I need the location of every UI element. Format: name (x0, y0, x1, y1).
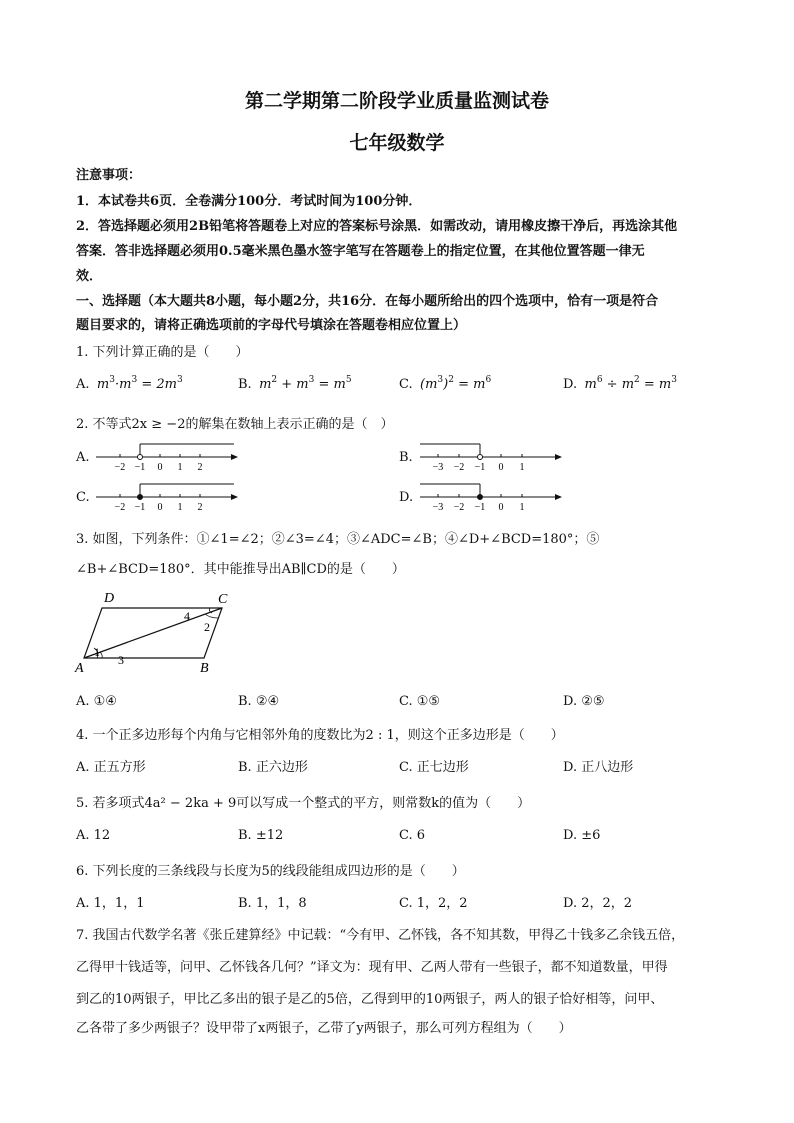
tick-label: −2 (453, 502, 465, 512)
vertex-b-label: B (200, 661, 209, 676)
q4-option-b: B. 正六边形 (238, 760, 308, 775)
q3-option-c: C. ①⑤ (399, 694, 441, 709)
section-1-header-cont: 题目要求的，请将正确选项前的字母代号填涂在答题卷相应位置上） (76, 318, 467, 333)
notice-item-1: 1．本试卷共6页．全卷满分100分．考试时间为100分钟． (76, 194, 422, 209)
q5-option-d: D. ±6 (563, 828, 601, 843)
q1-option-b: B. $m^2 + m^3 = m^5$ (238, 375, 352, 392)
q7-stem: 7. 我国古代数学名著《张丘建算经》中记载：“今有甲、乙怀钱，各不知其数，甲得乙十钱多乙余钱五倍， (76, 928, 685, 943)
q3-option-d: D. ②⑤ (563, 694, 605, 709)
tick-label: −1 (134, 462, 146, 472)
q2-option-d-label: D. (399, 490, 414, 505)
q3-stem: 3. 如图，下列条件：①∠1=∠2；②∠3=∠4；③∠ADC=∠B；④∠D+∠BCD=180°；⑤ (76, 532, 600, 547)
notice-item-2-end: 效． (76, 269, 103, 284)
tick-label: 1 (519, 462, 525, 472)
q3-parallelogram-figure (72, 588, 242, 680)
vertex-d-label: D (104, 591, 115, 606)
q6-option-c: C. 1，2，2 (399, 896, 468, 911)
q4-option-d: D. 正八边形 (563, 760, 634, 775)
tick-label: −1 (474, 502, 486, 512)
q5-option-b: B. ±12 (238, 828, 284, 843)
q1-stem: 1. 下列计算正确的是（ ） (76, 345, 249, 360)
tick-label: 1 (177, 462, 183, 472)
tick-label: 0 (498, 502, 504, 512)
tick-label: 1 (519, 502, 525, 512)
q3-option-b: B. ②④ (238, 694, 280, 709)
q2-numberline-b (416, 440, 566, 472)
tick-label: −2 (114, 502, 126, 512)
q1-option-c: C. $(m^3)^2 = m^6$ (399, 375, 492, 392)
tick-label: 0 (157, 462, 163, 472)
q5-option-c: C. 6 (399, 828, 426, 843)
q2-numberline-c (92, 480, 242, 512)
q3-stem-cont: ∠B+∠BCD=180°．其中能推导出AB∥CD的是（ ） (76, 562, 405, 577)
q2-option-b-label: B. (399, 450, 413, 465)
q7-stem-3: 到乙的10两银子，甲比乙多出的银子是乙的5倍，乙得到甲的10两银子，两人的银子恰好相等，问甲、 (76, 992, 664, 1007)
q4-option-a: A. 正五方形 (76, 760, 146, 775)
notice-item-2-cont: 答案．答非选择题必须用0.5毫米黑色墨水签字笔写在答题卷上的指定位置，在其他位置答题一律无 (76, 244, 645, 259)
tick-label: 0 (498, 462, 504, 472)
angle-2-label: 2 (204, 620, 210, 634)
section-1-header: 一、选择题（本大题共8小题，每小题2分，共16分．在每小题所给出的四个选项中，恰有一项是符合 (76, 294, 659, 309)
q7-stem-2: 乙得甲十钱适等，问甲、乙怀钱各几何？”译文为：现有甲、乙两人带有一些银子，都不知道数量，甲得 (76, 960, 668, 975)
q1-option-d: D. $m^6 \div m^2 = m^3$ (563, 375, 677, 392)
q2-numberline-d (416, 480, 566, 512)
q2-option-c-label: C. (76, 490, 90, 505)
vertex-c-label: C (218, 592, 228, 607)
tick-label: 2 (197, 502, 203, 512)
q1-option-a: A. $m^3\cdot m^3 = 2m^3$ (76, 375, 183, 392)
notice-item-2: 2．答选择题必须用2B铅笔将答题卷上对应的答案标号涂黑．如需改动，请用橡皮擦干净后，再选涂其他 (76, 219, 678, 234)
tick-label: −2 (114, 462, 126, 472)
tick-label: −3 (432, 462, 444, 472)
q7-stem-4: 乙各带了多少两银子？设甲带了x两银子，乙带了y两银子，那么可列方程组为（ ） (76, 1021, 572, 1036)
tick-label: 2 (197, 462, 203, 472)
angle-4-label: 4 (184, 609, 190, 623)
q3-option-a: A. ①④ (76, 694, 117, 709)
q6-option-d: D. 2，2，2 (563, 896, 633, 911)
tick-label: −2 (453, 462, 465, 472)
q4-option-c: C. 正七边形 (399, 760, 469, 775)
q5-stem: 5. 若多项式4a² − 2ka + 9可以写成一个整式的平方，则常数k的值为（ ） (76, 796, 531, 811)
tick-label: −3 (432, 502, 444, 512)
q6-stem: 6. 下列长度的三条线段与长度为5的线段能组成四边形的是（ ） (76, 864, 465, 879)
q2-numberline-a (92, 440, 242, 472)
q2-option-a-label: A. (76, 450, 90, 465)
vertex-a-label: A (75, 661, 84, 676)
q2-stem: 2. 不等式2x ≥ −2的解集在数轴上表示正确的是（ ） (76, 417, 394, 432)
q6-option-a: A. 1，1，1 (76, 896, 145, 911)
tick-label: −1 (134, 502, 146, 512)
tick-label: −1 (474, 462, 486, 472)
q6-option-b: B. 1，1，8 (238, 896, 307, 911)
tick-label: 1 (177, 502, 183, 512)
notice-heading: 注意事项： (76, 168, 142, 183)
q4-stem: 4. 一个正多边形每个内角与它相邻外角的度数比为2 : 1，则这个正多边形是（ ） (76, 728, 564, 743)
angle-3-label: 3 (118, 653, 124, 667)
tick-label: 0 (157, 502, 163, 512)
angle-1-label: 1 (94, 645, 100, 659)
exam-title: 第二学期第二阶段学业质量监测试卷 (244, 90, 549, 112)
exam-subtitle: 七年级数学 (349, 132, 445, 154)
q5-option-a: A. 12 (76, 828, 111, 843)
